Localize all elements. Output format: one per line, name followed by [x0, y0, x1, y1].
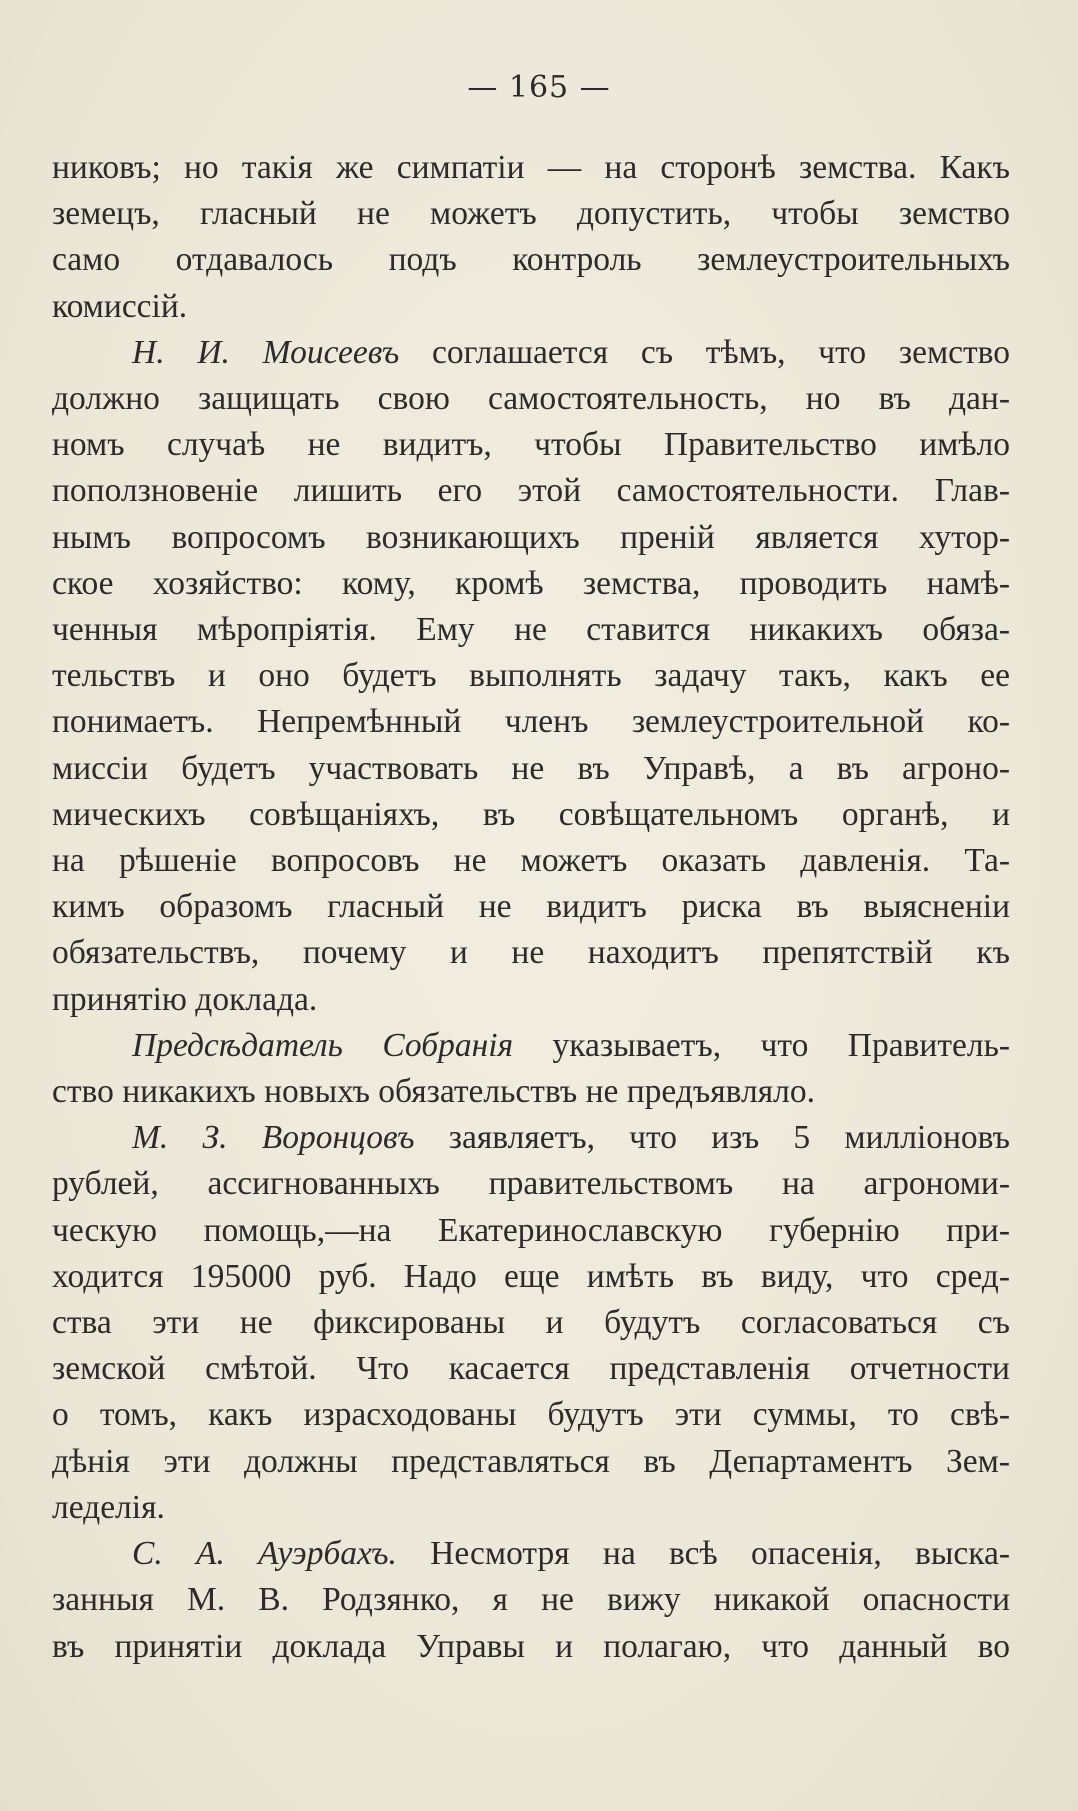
text-line — [52, 1115, 1010, 1161]
text-line: тельствъ и оно будетъ выполнять задачу такъ, какъ ее — [52, 657, 1010, 695]
text-fragment: Несмотря на всѣ опасенія, выска- — [430, 1535, 1010, 1573]
text-fragment: соглашается съ тѣмъ, что земство — [432, 333, 1010, 371]
text-line: леделія. — [52, 1488, 165, 1526]
text-line: ство никакихъ новыхъ обязательствъ не предъявляло. — [52, 1073, 815, 1111]
text-line: принятію доклада. — [52, 980, 318, 1018]
speaker-name: М. З. Воронцовъ — [132, 1119, 415, 1157]
text-line: ченныя мѣропріятія. Ему не ставится никакихъ обяза- — [52, 611, 1010, 649]
text-line: поползновеніе лишить его этой самостоятельности. Глав- — [52, 472, 1010, 510]
page-number: — 165 — — [467, 70, 611, 105]
page-text — [52, 145, 1010, 1670]
text-line — [52, 1531, 1010, 1577]
speaker-name: С. А. Ауэрбахъ. — [132, 1535, 397, 1573]
text-line: нымъ вопросомъ возникающихъ преній является хутор- — [52, 518, 1010, 556]
text-line: комиссій. — [52, 287, 188, 325]
speaker-name: Предсѣдатель Собранія — [132, 1026, 514, 1064]
paragraph — [52, 1531, 1010, 1670]
text-line: дѣнія эти должны представляться въ Департаментъ Зем- — [52, 1442, 1010, 1480]
text-line: номъ случаѣ не видитъ, чтобы Правительство имѣло — [52, 426, 1010, 464]
text-line: кимъ образомъ гласный не видитъ риска въ выясненіи — [52, 888, 1010, 926]
text-line: въ принятіи доклада Управы и полагаю, что данный во — [52, 1627, 1010, 1665]
text-line: на рѣшеніе вопросовъ не можетъ оказать давленія. Та- — [52, 842, 1010, 880]
text-fragment: указываетъ, что Правитель- — [552, 1026, 1010, 1064]
text-line: миссіи будетъ участвовать не въ Управѣ, а въ агроно- — [52, 749, 1010, 787]
text-line: должно защищать свою самостоятельность, но въ дан- — [52, 380, 1010, 418]
text-line: ходится 195000 руб. Надо еще имѣть въ виду, что сред- — [52, 1257, 1010, 1295]
text-line: ское хозяйство: кому, кромѣ земства, проводить намѣ- — [52, 564, 1010, 602]
paragraph — [52, 145, 1010, 330]
text-line — [52, 330, 1010, 376]
text-line: земской смѣтой. Что касается представленія отчетности — [52, 1350, 1010, 1388]
text-line: ства эти не фиксированы и будутъ согласоваться съ — [52, 1304, 1010, 1342]
text-line: ческую помощь,—на Екатеринославскую губернію при- — [52, 1211, 1010, 1249]
text-line — [52, 1023, 1010, 1069]
text-line: мическихъ совѣщаніяхъ, въ совѣщательномъ органѣ, и — [52, 795, 1010, 833]
text-line: обязательствъ, почему и не находитъ препятствій къ — [52, 934, 1010, 972]
text-line: само отдавалось подъ контроль землеустроительныхъ — [52, 241, 1010, 279]
text-fragment: заявляетъ, что изъ 5 милліоновъ — [448, 1119, 1010, 1157]
text-line: о томъ, какъ израсходованы будутъ эти суммы, то свѣ- — [52, 1396, 1010, 1434]
text-line: земецъ, гласный не можетъ допустить, чтобы земство — [52, 195, 1010, 233]
paragraph — [52, 1023, 1010, 1115]
text-line: рублей, ассигнованныхъ правительствомъ на агрономи- — [52, 1165, 1010, 1203]
text-line: никовъ; но такія же симпатіи — на сторонѣ земства. Какъ — [52, 149, 1010, 186]
text-line: понимаетъ. Непремѣнный членъ землеустроительной ко- — [52, 703, 1010, 741]
speaker-name: Н. И. Моисеевъ — [132, 333, 400, 371]
paragraph — [52, 330, 1010, 1023]
paragraph — [52, 1115, 1010, 1531]
text-line: занныя М. В. Родзянко, я не вижу никакой опасности — [52, 1581, 1010, 1619]
